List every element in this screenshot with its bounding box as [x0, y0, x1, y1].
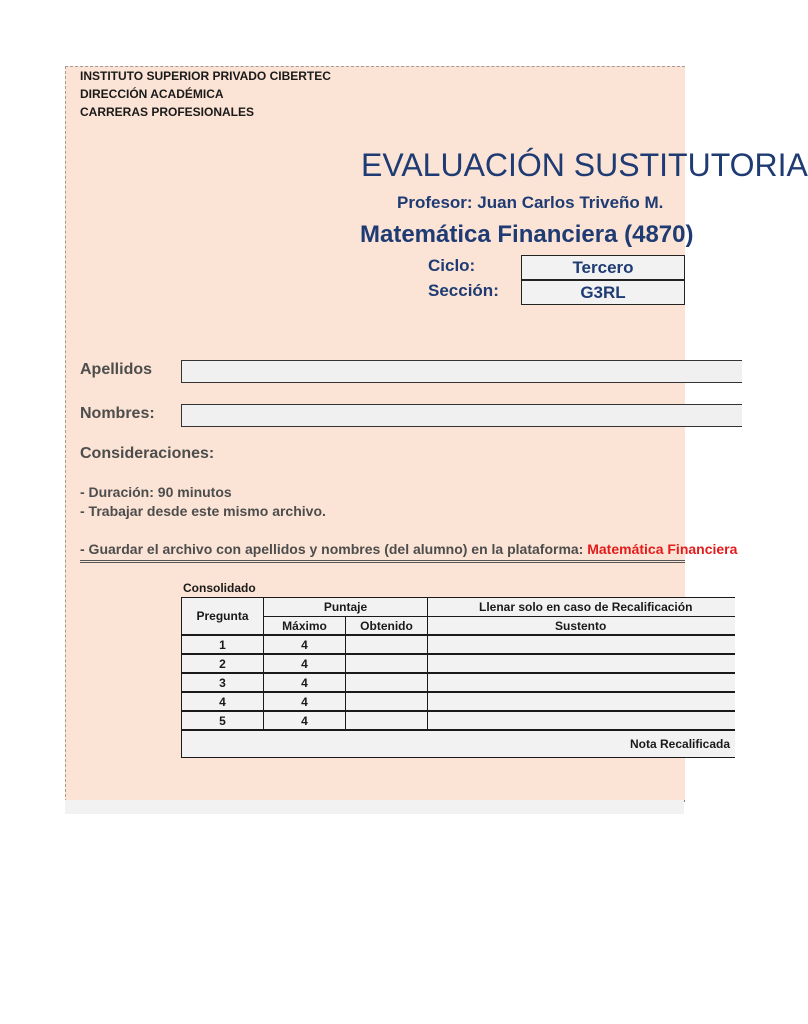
obtained-score[interactable] [346, 673, 428, 692]
max-score: 4 [264, 692, 346, 711]
support-cell[interactable] [428, 711, 735, 730]
section-label: Sección: [428, 281, 499, 300]
cycle-value[interactable]: Tercero [521, 255, 685, 280]
surname-input[interactable] [181, 360, 742, 383]
work-file-note: - Trabajar desde este mismo archivo. [80, 503, 326, 519]
table-row [182, 673, 735, 692]
name-input[interactable] [181, 404, 742, 427]
header-support: Sustento [428, 617, 735, 636]
duration-note: - Duración: 90 minutos [80, 484, 232, 500]
institution-name: INSTITUTO SUPERIOR PRIVADO CIBERTEC [80, 69, 331, 83]
question-number: 5 [182, 711, 264, 730]
header-recalc: Llenar solo en caso de Recalificación [428, 598, 735, 617]
support-cell[interactable] [428, 673, 735, 692]
obtained-score[interactable] [346, 711, 428, 730]
summary-table [181, 597, 735, 758]
question-number: 1 [182, 635, 264, 654]
table-row [182, 654, 735, 673]
obtained-score[interactable] [346, 654, 428, 673]
header-max: Máximo [264, 617, 346, 636]
support-cell[interactable] [428, 635, 735, 654]
exam-title: EVALUACIÓN SUSTITUTORIA [361, 147, 808, 183]
table-row [182, 711, 735, 730]
professional-careers: CARRERAS PROFESIONALES [80, 105, 255, 119]
cycle-label: Ciclo: [428, 256, 476, 275]
considerations-heading: Consideraciones: [80, 445, 215, 462]
table-subheader-row [182, 617, 735, 636]
section-value[interactable]: G3RL [521, 280, 685, 305]
question-number: 3 [182, 673, 264, 692]
final-grade-row [182, 730, 735, 758]
summary-title: Consolidado [183, 581, 256, 595]
table-header-row [182, 598, 735, 617]
academic-direction: DIRECCIÓN ACADÉMICA [80, 87, 224, 101]
professor-name: Profesor: Juan Carlos Triveño M. [397, 193, 664, 212]
header-score: Puntaje [264, 598, 428, 617]
max-score: 4 [264, 635, 346, 654]
save-instruction-text: - Guardar el archivo con apellidos y nombres (del alumno) en la plataforma: [80, 541, 588, 557]
support-cell[interactable] [428, 692, 735, 711]
sheet-bottom-strip [65, 800, 684, 814]
platform-name: Matemática Financiera [587, 541, 738, 557]
final-grade-label: Nota Recalificada [182, 730, 735, 758]
obtained-score[interactable] [346, 635, 428, 654]
support-cell[interactable] [428, 654, 735, 673]
surname-label: Apellidos [80, 361, 153, 378]
course-name: Matemática Financiera (4870) [360, 221, 694, 248]
max-score: 4 [264, 711, 346, 730]
header-question: Pregunta [182, 598, 264, 636]
table-row [182, 692, 735, 711]
name-label: Nombres: [80, 405, 155, 422]
save-instruction [80, 541, 738, 563]
max-score: 4 [264, 654, 346, 673]
question-number: 2 [182, 654, 264, 673]
max-score: 4 [264, 673, 346, 692]
header-obtained: Obtenido [346, 617, 428, 636]
table-row [182, 635, 735, 654]
obtained-score[interactable] [346, 692, 428, 711]
question-number: 4 [182, 692, 264, 711]
